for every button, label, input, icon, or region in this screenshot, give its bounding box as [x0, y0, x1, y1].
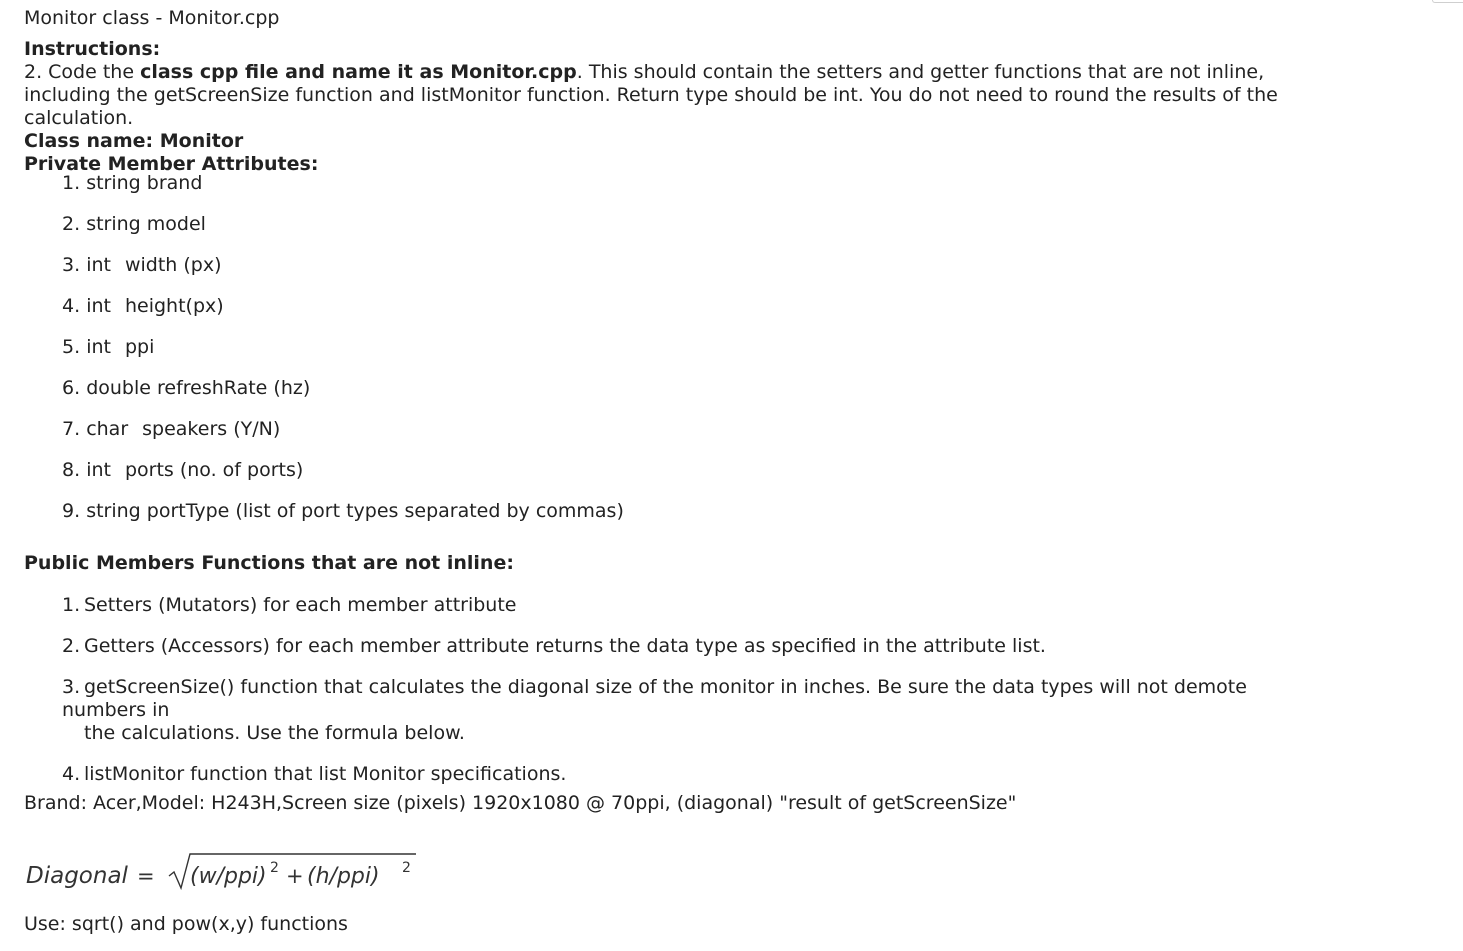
formula-equals: = [137, 864, 155, 888]
attribute-type: string [86, 500, 141, 522]
attribute-type: int [86, 254, 111, 276]
attribute-type: string [86, 172, 141, 194]
public-functions-heading: Public Members Functions that are not inline: [24, 552, 514, 574]
use-functions-line: Use: sqrt() and pow(x,y) functions [24, 913, 348, 935]
attribute-number: 2. [62, 213, 81, 235]
function-item [62, 594, 1312, 617]
attribute-item [62, 336, 624, 377]
private-attributes-heading: Private Member Attributes: [24, 153, 319, 175]
attribute-item [62, 172, 624, 213]
function-number: 4. [62, 763, 81, 785]
attribute-item [62, 213, 624, 254]
diagonal-formula [24, 850, 444, 894]
formula-term-h: (h/ppi) [307, 864, 380, 889]
attribute-name: ports (no. of ports) [124, 459, 304, 481]
function-text: getScreenSize() function that calculates the diagonal size of the monitor in inches. Be sure the data types will not demote numbers in [62, 676, 1247, 721]
function-list [62, 594, 1312, 804]
formula-plus: + [286, 864, 304, 888]
function-number: 3. [62, 676, 81, 698]
function-item [62, 676, 1312, 745]
attribute-number: 4. [62, 295, 81, 317]
formula-lhs: Diagonal [26, 863, 128, 889]
function-text: listMonitor function that list Monitor specifications. [84, 763, 567, 785]
attribute-name: ppi [124, 336, 155, 358]
attribute-name: refreshRate (hz) [157, 377, 311, 399]
formula-term-w: (w/ppi) [190, 864, 267, 889]
attribute-item [62, 418, 624, 459]
formula-exponent-1: 2 [270, 860, 279, 876]
attribute-number: 7. [62, 418, 81, 440]
attribute-number: 5. [62, 336, 81, 358]
attribute-type: char [86, 418, 129, 440]
function-text: Setters (Mutators) for each member attribute [84, 594, 517, 616]
instructions-bold: class cpp file and name it as Monitor.cpp [140, 61, 577, 83]
instructions-rest: . This should contain the setters and getter functions that are not inline, including the getScreenSize function and listMonitor function. Return type should be int. You do not need to round the results of the calculation. [24, 61, 1278, 129]
function-item [62, 635, 1312, 658]
class-name-line: Class name: Monitor [24, 130, 244, 152]
function-text: Getters (Accessors) for each member attribute returns the data type as specified in the attribute list. [84, 635, 1046, 657]
attribute-name: height(px) [124, 295, 224, 317]
corner-decoration [1432, 0, 1463, 3]
attribute-name: brand [146, 172, 203, 194]
document-title: Monitor class - Monitor.cpp [24, 7, 280, 29]
attribute-list [62, 172, 624, 541]
function-number: 2. [62, 635, 81, 657]
attribute-name: speakers (Y/N) [142, 418, 281, 440]
attribute-item [62, 500, 624, 541]
attribute-type: int [86, 459, 111, 481]
attribute-type: string [86, 213, 141, 235]
instructions-paragraph [24, 61, 1324, 130]
attribute-number: 6. [62, 377, 81, 399]
attribute-type: int [86, 295, 111, 317]
attribute-item [62, 459, 624, 500]
instructions-heading: Instructions: [24, 38, 161, 60]
example-output-line: Brand: Acer,Model: H243H,Screen size (pixels) 1920x1080 @ 70ppi, (diagonal) "result of getScreenSize" [24, 792, 1017, 814]
attribute-type: double [86, 377, 151, 399]
attribute-item [62, 254, 624, 295]
attribute-name: portType (list of port types separated by commas) [146, 500, 624, 522]
attribute-item [62, 295, 624, 336]
attribute-name: model [146, 213, 206, 235]
attribute-type: int [86, 336, 111, 358]
instructions-section [24, 38, 1324, 176]
instructions-lead: 2. Code the [24, 61, 141, 83]
attribute-number: 3. [62, 254, 81, 276]
attribute-item [62, 377, 624, 418]
function-text-continued: the calculations. Use the formula below. [84, 722, 465, 744]
function-item [62, 763, 1312, 786]
formula-exponent-2: 2 [402, 860, 411, 876]
attribute-number: 8. [62, 459, 81, 481]
attribute-number: 9. [62, 500, 81, 522]
attribute-name: width (px) [124, 254, 222, 276]
attribute-number: 1. [62, 172, 81, 194]
function-number: 1. [62, 594, 81, 616]
